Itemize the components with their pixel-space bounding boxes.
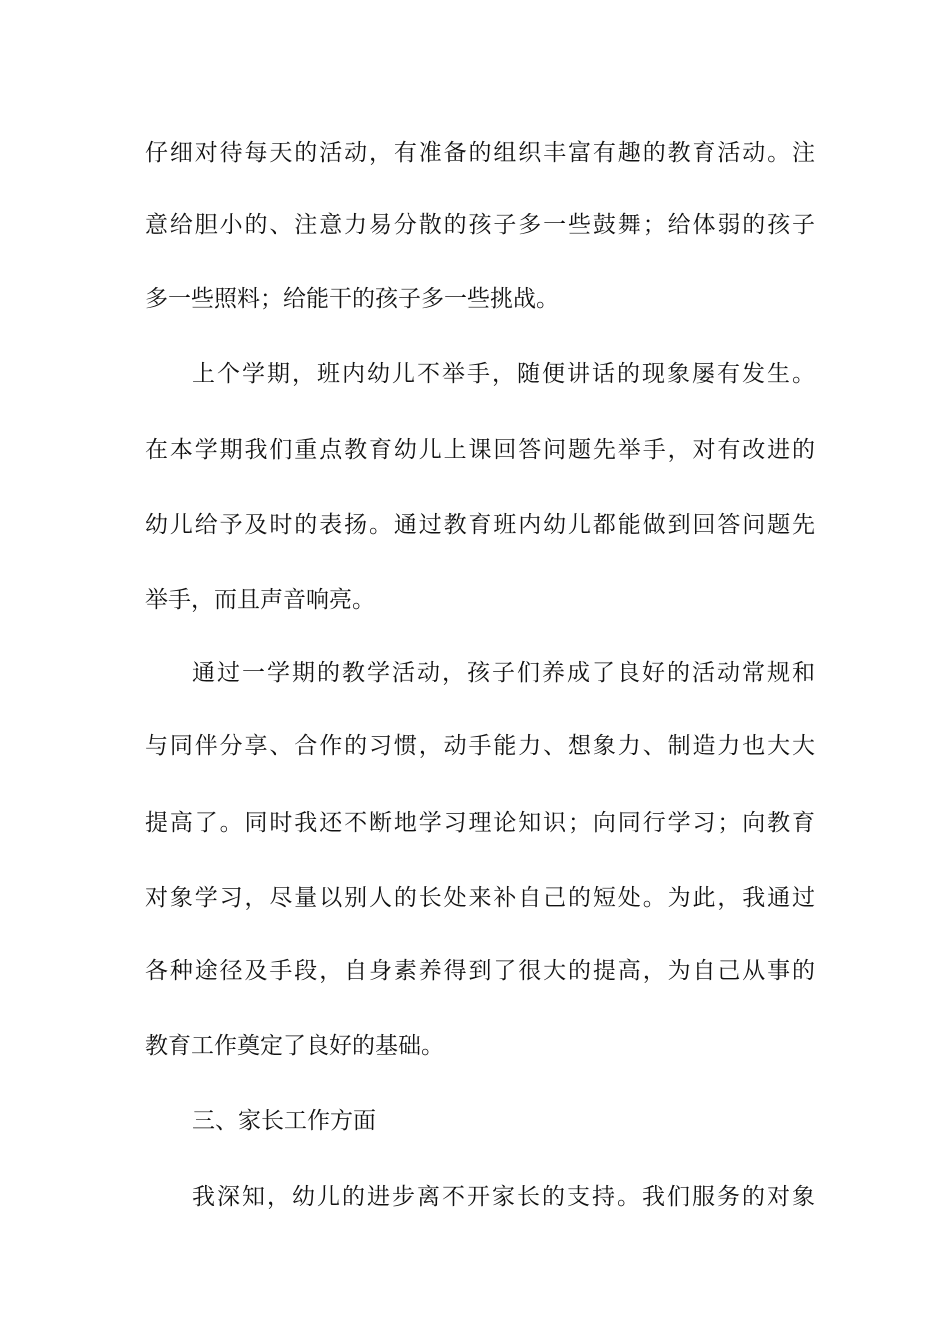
paragraph-line: 多一些照料；给能干的孩子多一些挑战。 [145, 286, 559, 312]
paragraph-line: 教育工作奠定了良好的基础。 [145, 1033, 444, 1059]
paragraph-line: 与同伴分享、合作的习惯，动手能力、想象力、制造力也大大 [145, 733, 815, 759]
paragraph-line: 各种途径及手段，自身素养得到了很大的提高，为自己从事的 [145, 958, 815, 984]
paragraph-line: 举手，而且声音响亮。 [145, 587, 375, 613]
paragraph-line: 通过一学期的教学活动，孩子们养成了良好的活动常规和 [192, 660, 815, 686]
paragraph-line: 仔细对待每天的活动，有准备的组织丰富有趣的教育活动。注 [145, 140, 815, 166]
paragraph-line: 对象学习，尽量以别人的长处来补自己的短处。为此，我通过 [145, 885, 815, 911]
paragraph-line: 我深知，幼儿的进步离不开家长的支持。我们服务的对象 [192, 1184, 815, 1210]
paragraph-line: 提高了。同时我还不断地学习理论知识；向同行学习；向教育 [145, 810, 815, 836]
paragraph-line: 在本学期我们重点教育幼儿上课回答问题先举手，对有改进的 [145, 437, 815, 463]
section-heading: 三、家长工作方面 [192, 1108, 376, 1134]
paragraph-line: 上个学期，班内幼儿不举手，随便讲话的现象屡有发生。 [192, 361, 815, 387]
paragraph-line: 幼儿给予及时的表扬。通过教育班内幼儿都能做到回答问题先 [145, 512, 815, 538]
paragraph-line: 意给胆小的、注意力易分散的孩子多一些鼓舞；给体弱的孩子 [145, 212, 815, 238]
